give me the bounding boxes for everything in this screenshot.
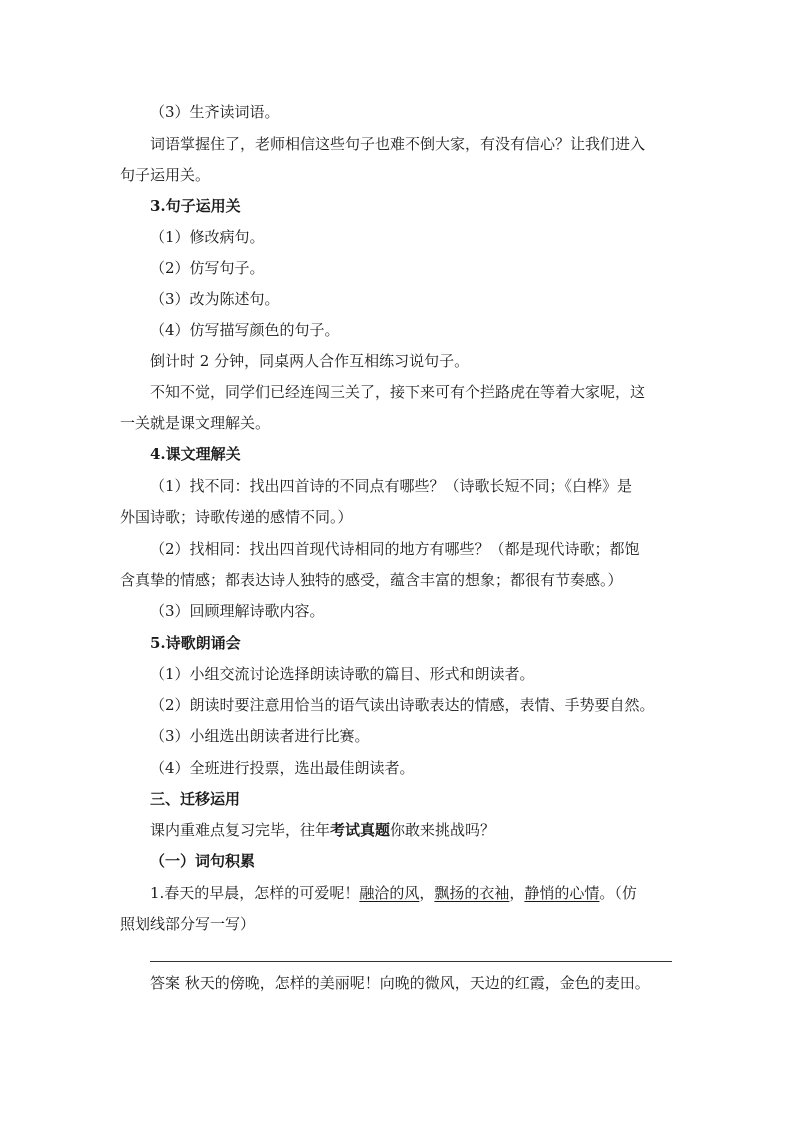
question-text-end: 。（仿 xyxy=(599,884,637,902)
list-item: （3）小组选出朗读者进行比赛。 xyxy=(150,727,370,745)
section-heading-4: 4.课文理解关 xyxy=(150,445,241,463)
paragraph-transition-line1: 词语掌握住了，老师相信这些句子也难不倒大家，有没有信心？让我们进入 xyxy=(150,135,646,153)
part-heading-three: 三、迁移运用 xyxy=(150,790,241,808)
section-heading-5: 5.诗歌朗诵会 xyxy=(150,634,241,652)
list-item: （4）全班进行投票，选出最佳朗读者。 xyxy=(150,759,415,777)
list-item: （1）找不同：找出四首诗的不同点有哪些？（诗歌长短不同；《白桦》是 xyxy=(150,477,633,495)
question-text: 1.春天的早晨，怎样的可爱呢！ xyxy=(150,884,360,902)
challenge-text: 课内重难点复习完毕，往年 xyxy=(150,821,331,839)
answer-blank-line xyxy=(150,961,672,962)
list-item: （2）找相同：找出四首现代诗相同的地方有哪些？（都是现代诗歌；都饱 xyxy=(150,540,640,558)
paragraph-countdown: 倒计时 2 分钟，同桌两人合作互相练习说句子。 xyxy=(150,352,470,370)
subheading-word-sentence: （一）词句积累 xyxy=(150,852,256,870)
underlined-phrase: 飘扬的衣袖 xyxy=(434,884,510,902)
question-1-line2: 照划线部分写一写） xyxy=(120,915,256,933)
paragraph-transition2-line1: 不知不觉，同学们已经连闯三关了，接下来可有个拦路虎在等着大家呢，这 xyxy=(150,383,646,401)
challenge-emphasis: 考试真题 xyxy=(330,821,391,839)
underlined-phrase: 融洽的风 xyxy=(359,884,420,902)
list-item: （1）修改病句。 xyxy=(150,228,265,246)
section-heading-3: 3.句子运用关 xyxy=(150,197,241,215)
answer-text: 答案 秋天的傍晚，怎样的美丽呢！向晚的微风，天边的红霞，金色的麦田。 xyxy=(150,974,650,992)
list-item: （3）回顾理解诗歌内容。 xyxy=(150,602,325,620)
paragraph-transition-line2: 句子运用关。 xyxy=(120,166,211,184)
paragraph-transition2-line2: 一关就是课文理解关。 xyxy=(120,414,271,432)
challenge-text-end: 你敢来挑战吗？ xyxy=(390,821,496,839)
question-1-line1 xyxy=(150,883,680,903)
list-item: （3）改为陈述句。 xyxy=(150,290,280,308)
list-item: （1）小组交流讨论选择朗读诗歌的篇目、形式和朗读者。 xyxy=(150,665,535,683)
list-item-continuation: 外国诗歌；诗歌传递的感情不同。） xyxy=(120,508,353,526)
list-item: （4）仿写描写颜色的句子。 xyxy=(150,321,340,339)
separator: ， xyxy=(509,884,525,902)
list-item: （2）朗读时要注意用恰当的语气读出诗歌表达的情感，表情、手势要自然。 xyxy=(150,696,655,714)
underlined-phrase: 静悄的心情 xyxy=(524,884,600,902)
list-item: （2）仿写句子。 xyxy=(150,259,265,277)
list-item-continuation: 含真挚的情感；都表达诗人独特的感受，蕴含丰富的想象；都很有节奏感。） xyxy=(120,571,623,589)
paragraph-challenge xyxy=(150,820,680,840)
step-3-read-words: （3）生齐读词语。 xyxy=(150,103,280,121)
separator: ， xyxy=(419,884,435,902)
